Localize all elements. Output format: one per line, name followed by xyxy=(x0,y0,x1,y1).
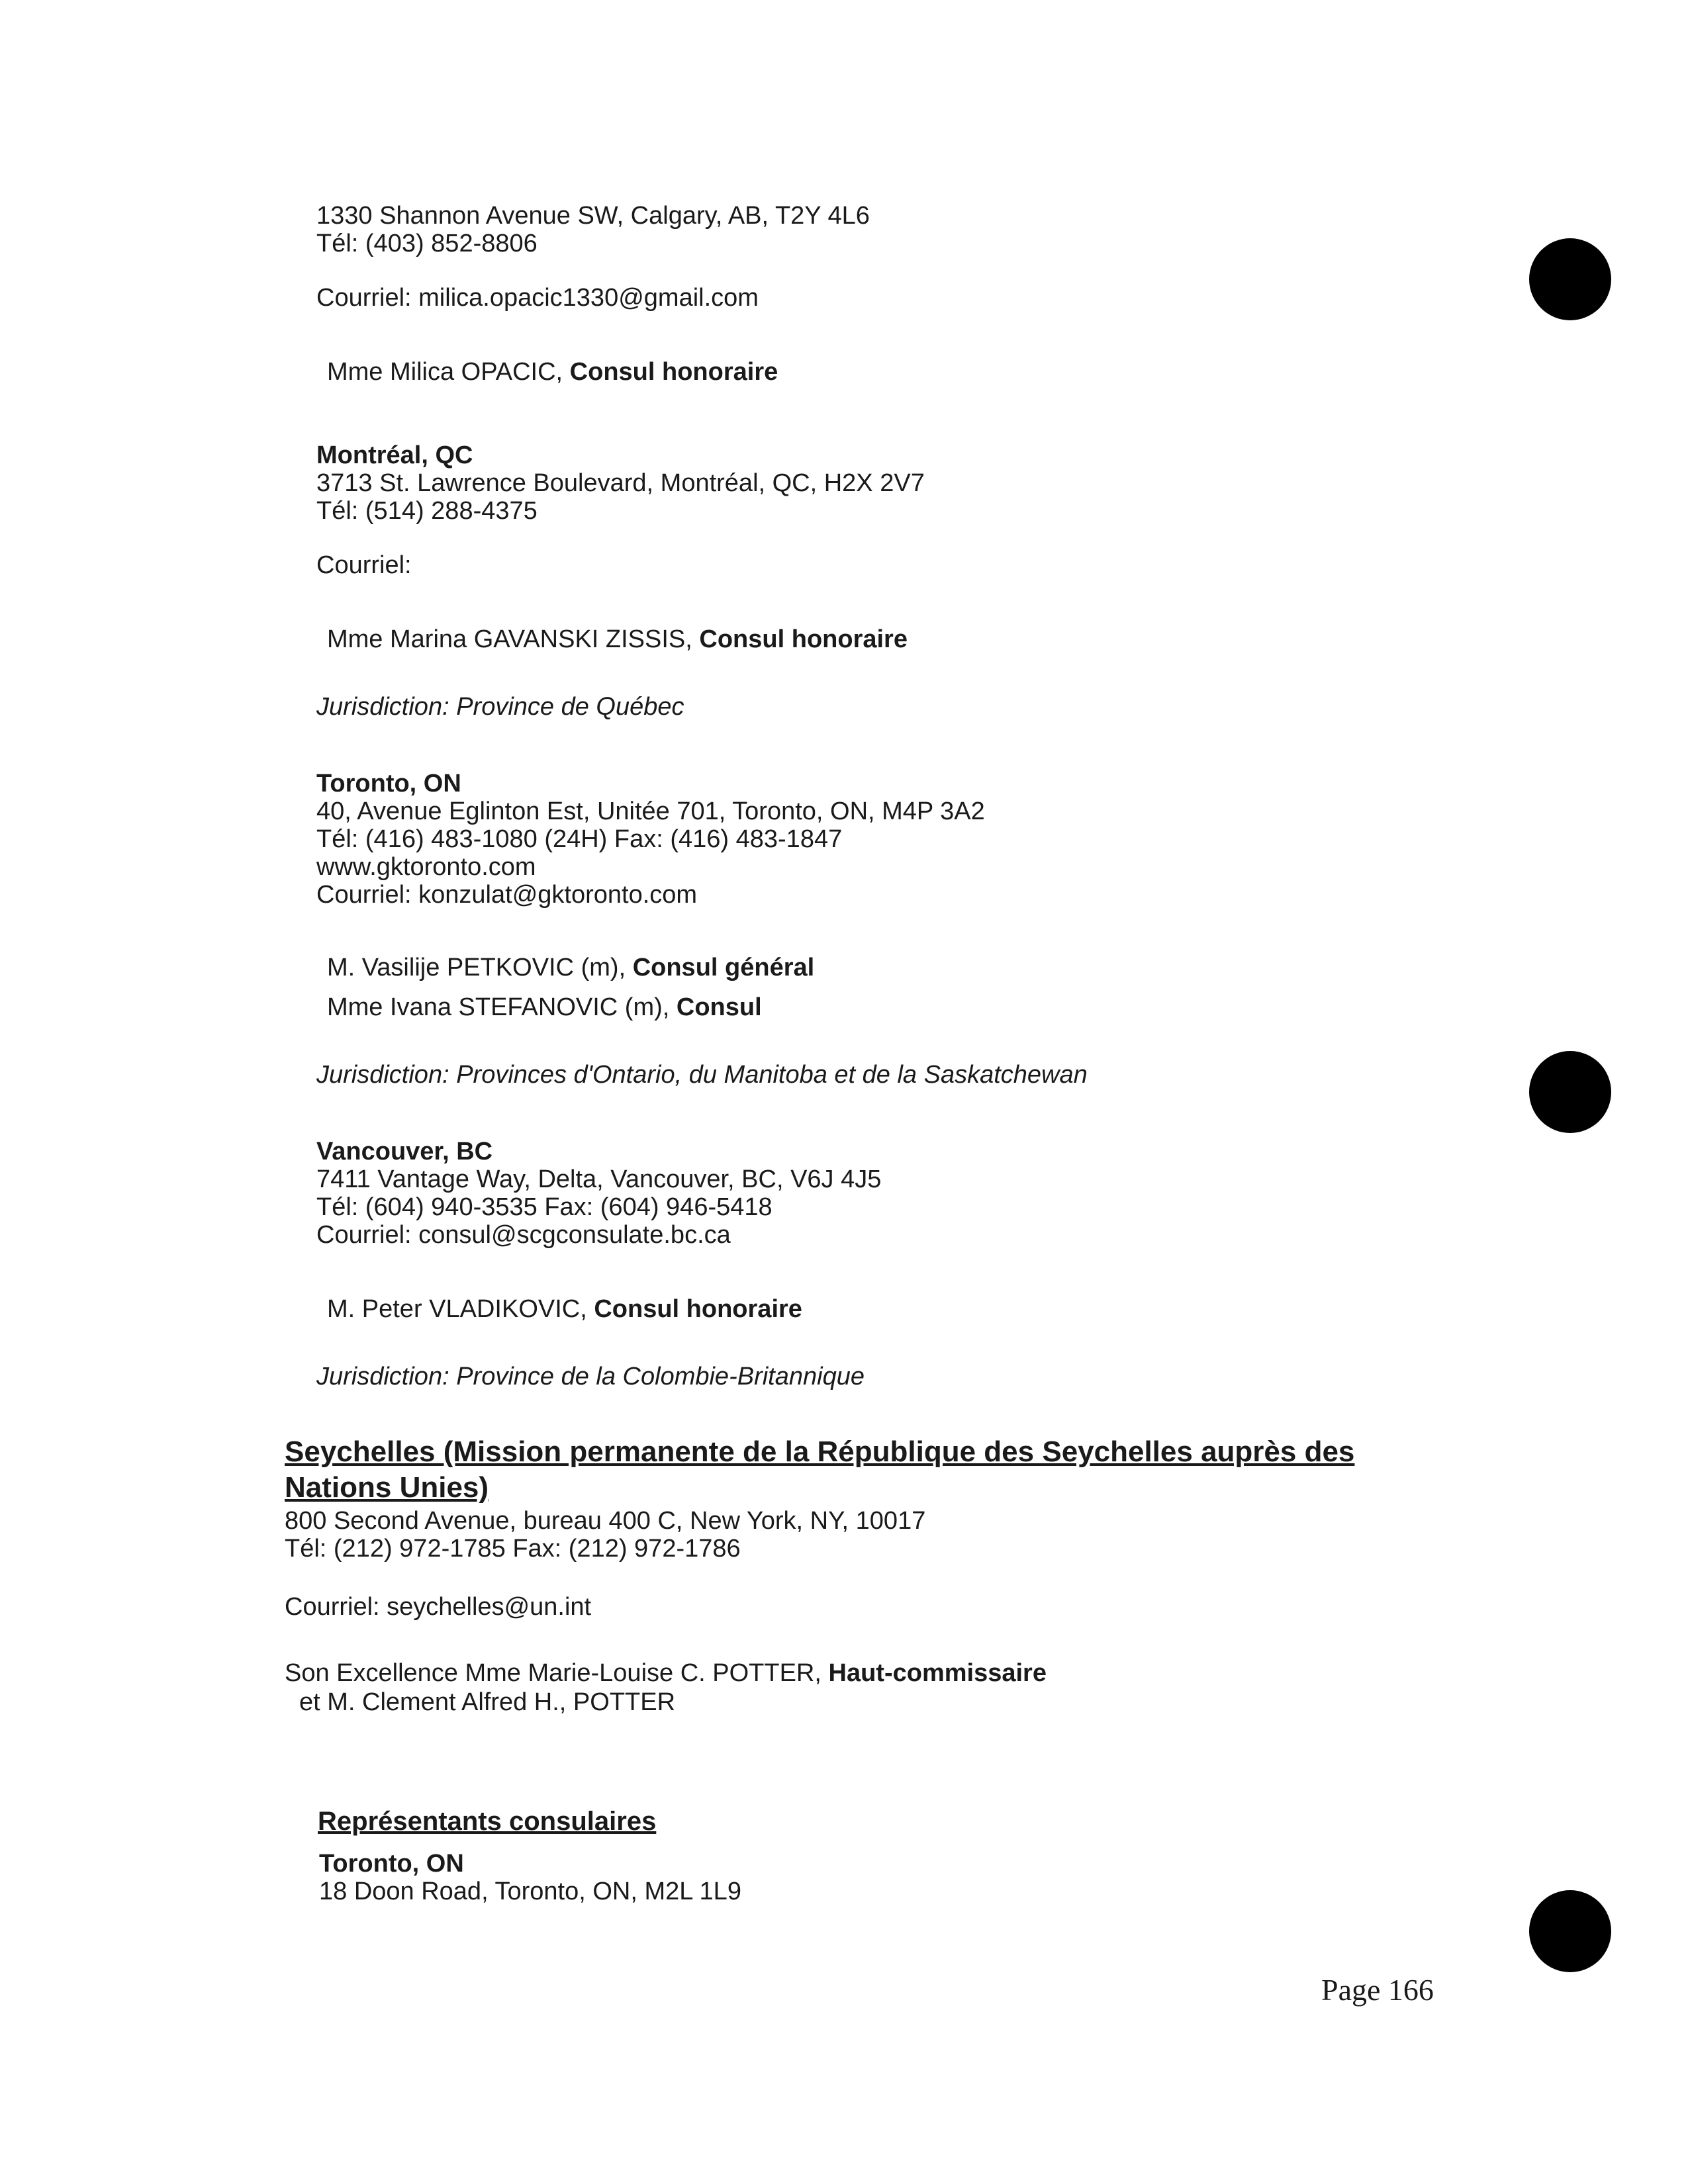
montreal-contact xyxy=(327,625,908,654)
seychelles-toronto-address: 18 Doon Road, Toronto, ON, M2L 1L9 xyxy=(319,1878,741,1905)
seychelles-toronto-city: Toronto, ON xyxy=(319,1850,464,1878)
contact-title: Consul honoraire xyxy=(699,625,908,653)
contact-name: Mme Milica OPACIC, xyxy=(327,358,570,386)
montreal-email: Courriel: xyxy=(316,551,412,579)
toronto-tel: Tél: (416) 483-1080 (24H) Fax: (416) 483-1847 xyxy=(316,825,843,853)
contact-title: Consul xyxy=(676,993,762,1021)
contact-title: Haut-commissaire xyxy=(828,1659,1047,1687)
vancouver-email: Courriel: consul@scgconsulate.bc.ca xyxy=(316,1221,731,1249)
contact-name: M. Vasilije PETKOVIC (m), xyxy=(327,954,633,981)
punch-hole xyxy=(1529,1051,1611,1133)
montreal-tel: Tél: (514) 288-4375 xyxy=(316,497,538,525)
seychelles-contact-spouse: et M. Clement Alfred H., POTTER xyxy=(299,1688,676,1716)
toronto-contact-2 xyxy=(327,993,762,1022)
consular-representatives-heading: Représentants consulaires xyxy=(318,1807,657,1836)
contact-name: Son Excellence Mme Marie-Louise C. POTTER, xyxy=(285,1659,829,1687)
vancouver-city: Vancouver, BC xyxy=(316,1138,493,1165)
contact-title: Consul honoraire xyxy=(594,1295,802,1323)
calgary-contact xyxy=(327,357,778,387)
seychelles-address: 800 Second Avenue, bureau 400 C, New York, NY, 10017 xyxy=(285,1507,926,1535)
vancouver-jurisdiction: Jurisdiction: Province de la Colombie-Britannique xyxy=(316,1363,865,1390)
calgary-address: 1330 Shannon Avenue SW, Calgary, AB, T2Y 4L6 xyxy=(316,202,870,230)
seychelles-email: Courriel: seychelles@un.int xyxy=(285,1593,592,1621)
calgary-tel: Tél: (403) 852-8806 xyxy=(316,230,538,257)
toronto-address: 40, Avenue Eglinton Est, Unitée 701, Toronto, ON, M4P 3A2 xyxy=(316,797,985,825)
montreal-address: 3713 St. Lawrence Boulevard, Montréal, QC, H2X 2V7 xyxy=(316,469,925,497)
page-number: Page 166 xyxy=(1321,1973,1434,2007)
punch-hole xyxy=(1529,1890,1611,1972)
seychelles-heading-line-1: Seychelles (Mission permanente de la République des Seychelles auprès des xyxy=(285,1435,1355,1468)
montreal-jurisdiction: Jurisdiction: Province de Québec xyxy=(316,693,684,721)
toronto-email: Courriel: konzulat@gktoronto.com xyxy=(316,881,698,909)
contact-name: Mme Marina GAVANSKI ZISSIS, xyxy=(327,625,700,653)
contact-title: Consul général xyxy=(632,954,815,981)
toronto-jurisdiction: Jurisdiction: Provinces d'Ontario, du Manitoba et de la Saskatchewan xyxy=(316,1061,1088,1089)
toronto-contact-1 xyxy=(327,953,814,982)
montreal-city: Montréal, QC xyxy=(316,441,473,469)
contact-name: M. Peter VLADIKOVIC, xyxy=(327,1295,594,1323)
toronto-city: Toronto, ON xyxy=(316,770,461,797)
toronto-website: www.gktoronto.com xyxy=(316,853,536,881)
seychelles-tel: Tél: (212) 972-1785 Fax: (212) 972-1786 xyxy=(285,1535,741,1563)
seychelles-heading-line-2: Nations Unies) xyxy=(285,1471,489,1504)
contact-name: Mme Ivana STEFANOVIC (m), xyxy=(327,993,677,1021)
seychelles-contact xyxy=(285,1659,1047,1688)
vancouver-tel: Tél: (604) 940-3535 Fax: (604) 946-5418 xyxy=(316,1193,773,1221)
calgary-email: Courriel: milica.opacic1330@gmail.com xyxy=(316,284,759,312)
vancouver-contact xyxy=(327,1295,802,1324)
punch-hole xyxy=(1529,238,1611,320)
contact-title: Consul honoraire xyxy=(569,358,778,386)
vancouver-address: 7411 Vantage Way, Delta, Vancouver, BC, V6J 4J5 xyxy=(316,1165,882,1193)
